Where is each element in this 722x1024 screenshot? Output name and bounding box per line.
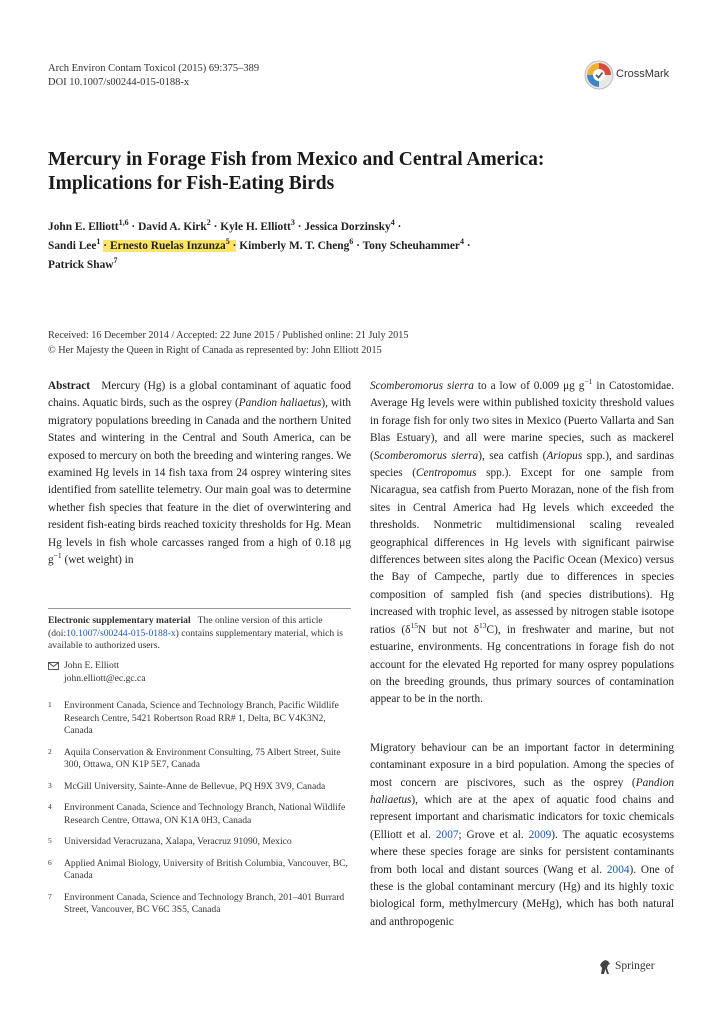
abstract-paragraph: Abstract Mercury (Hg) is a global contaminant of aquatic food chains. Aquatic birds, such as the osprey (Pandion haliaetus), with migratory populations breeding in Canada and the northern United States and wintering in the Central and South America, can be exposed to mercury on both the breeding and wintering ranges. We examined Hg levels in 14 fish taxa from 24 osprey wintering sites identified from satellite telemetry. Our main goal was to determine whether fish species that feature in the diet of overwintering and resident fish-eating birds reached toxicity thresholds for Hg. Mean Hg levels in fish whole carcasses ranged from a high of 0.18 μg $g^{-1}$ (wet weight) in [48,380,351,567]
journal-line: Arch Environ Contam Toxicol (2015) 69:375–389 [48,63,260,74]
springer-horse-icon [598,959,612,975]
supplementary-note: Electronic supplementary material The online version of this article (doi:10.1007/s00244-015-0188-x) contains supplementary material, which is available to authorized users. [48,608,351,653]
author-name[interactable]: Jessica Dorzinsky$^4$ [304,218,395,233]
author-name[interactable]: Kyle H. Elliott$^3$ [220,218,295,233]
dates-line: Received: 16 December 2014 / Accepted: 22 June 2015 / Published online: 21 July 2015 [48,330,409,341]
crossmark-label: CrossMark [616,68,670,80]
journal-citation [48,62,259,90]
title-line-1: Mercury in Forage Fish from Mexico and Central America: [48,149,545,170]
citation-link[interactable]: 2007 [435,828,459,841]
citation-link[interactable]: 2009 [528,828,552,841]
affiliation-item: 2 Aquila Conservation & Environment Consulting, 75 Albert Street, Suite 300, Ottawa, ON K1P 5E7, Canada [48,746,341,770]
contact-name: John E. Elliott [64,660,120,671]
springer-logo [598,958,678,978]
doi-link[interactable]: 10.1007/s00244-015-0188-x [66,627,176,639]
affiliation-item: 5 Universidad Veracruzana, Xalapa, Veracruz 91090, Mexico [48,836,292,847]
author-name[interactable]: David A. Kirk$^2$ [138,218,211,233]
doi-line: DOI 10.1007/s00244-015-0188-x [48,77,190,88]
author-name[interactable]: Kimberly M. T. Cheng$^6$ [239,237,354,252]
article-title [48,148,678,196]
crossmark-badge[interactable] [584,60,684,94]
copyright-line: © Her Majesty the Queen in Right of Canada as represented by: John Elliott 2015 [48,345,382,356]
envelope-icon [48,662,59,670]
author-name[interactable]: Tony Scheuhammer$^4$ [362,237,464,252]
corresponding-author [48,660,351,685]
introduction-paragraph: Migratory behaviour can be an important factor in determining contaminant exposure in a bird population. Among the species of most concern are piscivores, such as the osprey (Pandion haliaetus), which are at the apex of aquatic food chains and represent important and charismatic indicators for toxic chemicals (Elliott et al. 2007; Grove et al. 2009). The aquatic ecosystems where these species forage are sinks for persistent contaminants from both local and distant sources (Wang et al. 2004). One of these is the global contaminant mercury (Hg) and its highly toxic biological form, methylmercury (MeHg), which has both natural and anthropogenic [370,741,675,928]
highlighted-author[interactable]: · Ernesto Ruelas Inzunza$^5$ · [103,237,237,252]
abstract-continuation: Scomberomorus sierra to a low of 0.009 μg $g^{-1}$ in Catostomidae. Average Hg levels were within published toxicity threshold values in forage fish for only two sites in Mexico (Puerto Vallarta and San Blas Estuary), and all were marine species, such as mackerel (Scomberomorus sierra), sea catfish (Ariopus spp.), and sardinas species (Centropomus spp.). Except for one sample from Nicaragua, sea catfish from Puerto Morazan, none of the fish from sites in Central America had Hg levels which exceeded the thresholds. Nonmetric multidimensional scaling revealed geographical differences in Hg levels with significant pairwise differences between sites along the Pacific Ocean (Mexico) versus the Bay of Campeche, partly due to differences in species composition of sampled fish (and species distributions). Hg increased with trophic level, as assessed by nitrogen stable isotope ratios ($\delta^{15}N$ but not $\delta^{13}C$), in freshwater and marine, but not estuarine, environments. Hg concentrations in forage fish do not account for the elevated Hg reported for many osprey populations on the breeding grounds, thus primary sources of contamination appear to be in the north. [370,377,675,706]
author-name[interactable]: John E. Elliott$^{1,6}$ [48,218,129,233]
author-list: John E. Elliott$^{1,6}$ · David A. Kirk$^2$ · Kyle H. Elliott$^3$ · Jessica Dorzinsky$^4$ · Sandi Lee$^1$ · Ernesto Ruelas Inzunza$^5$ · Kimberly M. T. Cheng$^6$ · Tony Scheuhammer$^4$ · Patrick Shaw$^7$ [48,218,471,271]
crossmark-icon [584,60,614,90]
citation-link[interactable]: 2004 [606,863,630,876]
author-name[interactable]: Patrick Shaw$^7$ [48,256,118,271]
abstract-left-column [48,378,351,569]
right-column [370,378,674,931]
affiliation-item: 4 Environment Canada, Science and Technology Branch, National Wildlife Research Centre, Ottawa, ON K1A 0H3, Canada [48,802,346,826]
title-line-2: Implications for Fish-Eating Birds [48,173,335,194]
springer-label: Springer [615,960,655,972]
affiliation-item: 1 Environment Canada, Science and Technology Branch, Pacific Wildlife Research Centre, 5421 Robertson Road RR# 1, Delta, BC V4K3N2, Canada [48,700,339,736]
affiliation-item: 6 Applied Animal Biology, University of British Columbia, Vancouver, BC, Canada [48,857,348,881]
affiliation-item: 7 Environment Canada, Science and Technology Branch, 201–401 Burrard Street, Vancouver, BC V6C 3S5, Canada [48,891,345,915]
contact-email[interactable]: john.elliott@ec.gc.ca [64,672,146,684]
author-name[interactable]: Sandi Lee$^1$ [48,237,101,252]
affiliations-list [48,700,351,926]
publication-dates [48,328,408,358]
affiliation-item: 3 McGill University, Sainte-Anne de Bellevue, PQ H9X 3V9, Canada [48,780,326,792]
